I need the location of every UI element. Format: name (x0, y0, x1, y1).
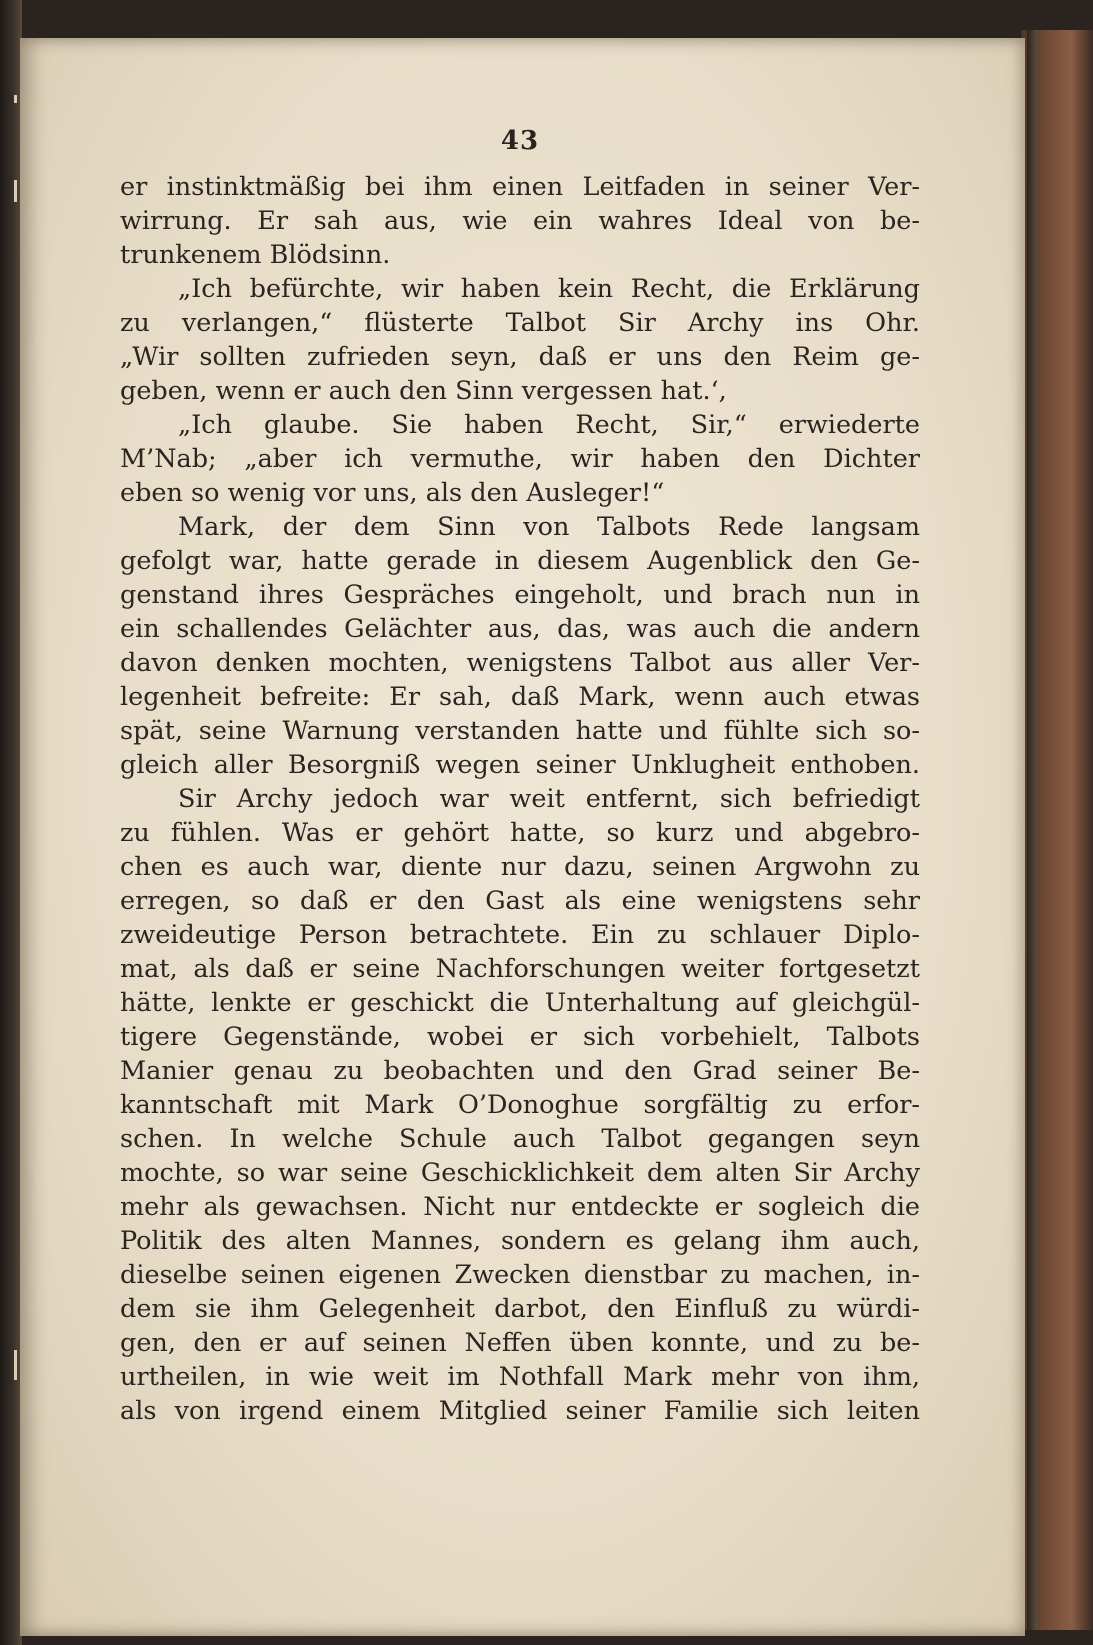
text-line: Mark, der dem Sinn von Talbots Rede langsam (178, 512, 920, 542)
spine-mark (14, 95, 17, 103)
text-line: dieselbe seinen eigenen Zwecken dienstbar zu machen, in- (120, 1260, 920, 1290)
page-edges (1027, 30, 1037, 1630)
text-line: urtheilen, in wie weit im Nothfall Mark mehr von ihm, (120, 1362, 920, 1392)
text-line: hätte, lenkte er geschickt die Unterhaltung auf gleichgül- (120, 988, 920, 1018)
text-line: „Wir sollten zufrieden seyn, daß er uns den Reim ge- (120, 342, 920, 372)
page-number: 43 (500, 126, 540, 156)
text-line: gefolgt war, hatte gerade in diesem Augenblick den Ge- (120, 546, 920, 576)
text-line: davon denken mochten, wenigstens Talbot aus aller Ver- (120, 648, 920, 678)
text-line: gleich aller Besorgniß wegen seiner Unklugheit enthoben. (120, 750, 920, 780)
spine-mark (14, 1350, 17, 1380)
text-line: zu fühlen. Was er gehört hatte, so kurz und abgebro- (120, 818, 920, 848)
text-line: erregen, so daß er den Gast als eine wenigstens sehr (120, 886, 920, 916)
text-line: schen. In welche Schule auch Talbot gegangen seyn (120, 1124, 920, 1154)
book-cover-edge (1021, 30, 1093, 1630)
body-text (120, 170, 920, 1428)
text-line: mochte, so war seine Geschicklichkeit dem alten Sir Archy (120, 1158, 920, 1188)
text-line: er instinktmäßig bei ihm einen Leitfaden in seiner Ver- (120, 172, 920, 202)
text-line: „Ich glaube. Sie haben Recht, Sir,“ erwiederte (178, 410, 920, 440)
text-line: gen, den er auf seinen Neffen üben konnte, und zu be- (120, 1328, 920, 1358)
text-line: trunkenem Blödsinn. (120, 240, 391, 270)
text-line: M’Nab; „aber ich vermuthe, wir haben den Dichter (120, 444, 920, 474)
text-line: ein schallendes Gelächter aus, das, was auch die andern (120, 614, 920, 644)
text-line: dem sie ihm Gelegenheit darbot, den Einfluß zu würdi- (120, 1294, 920, 1324)
text-line: zu verlangen,“ flüsterte Talbot Sir Archy ins Ohr. (120, 308, 920, 338)
text-line: eben so wenig vor uns, als den Ausleger!“ (120, 478, 665, 508)
text-line: mat, als daß er seine Nachforschungen weiter fortgesetzt (120, 954, 920, 984)
text-line: Sir Archy jedoch war weit entfernt, sich befriedigt (178, 784, 920, 814)
text-line: genstand ihres Gespräches eingeholt, und brach nun in (120, 580, 920, 610)
text-line: wirrung. Er sah aus, wie ein wahres Ideal von be- (120, 206, 920, 236)
text-line: als von irgend einem Mitglied seiner Familie sich leiten (120, 1396, 920, 1426)
text-line: Politik des alten Mannes, sondern es gelang ihm auch, (120, 1226, 920, 1256)
spine-mark (14, 180, 17, 202)
text-line: zweideutige Person betrachtete. Ein zu schlauer Diplo- (120, 920, 920, 950)
text-line: legenheit befreite: Er sah, daß Mark, wenn auch etwas (120, 682, 920, 712)
text-line: Manier genau zu beobachten und den Grad seiner Be- (120, 1056, 920, 1086)
book-page (20, 38, 1025, 1636)
text-line: geben, wenn er auch den Sinn vergessen hat.‘, (120, 376, 727, 406)
text-line: mehr als gewachsen. Nicht nur entdeckte er sogleich die (120, 1192, 920, 1222)
text-line: tigere Gegenstände, wobei er sich vorbehielt, Talbots (120, 1022, 920, 1052)
text-line: „Ich befürchte, wir haben kein Recht, die Erklärung (178, 274, 920, 304)
text-line: kanntschaft mit Mark O’Donoghue sorgfältig zu erfor- (120, 1090, 920, 1120)
text-line: spät, seine Warnung verstanden hatte und fühlte sich so- (120, 716, 920, 746)
book-spine (0, 0, 22, 1645)
text-line: chen es auch war, diente nur dazu, seinen Argwohn zu (120, 852, 920, 882)
